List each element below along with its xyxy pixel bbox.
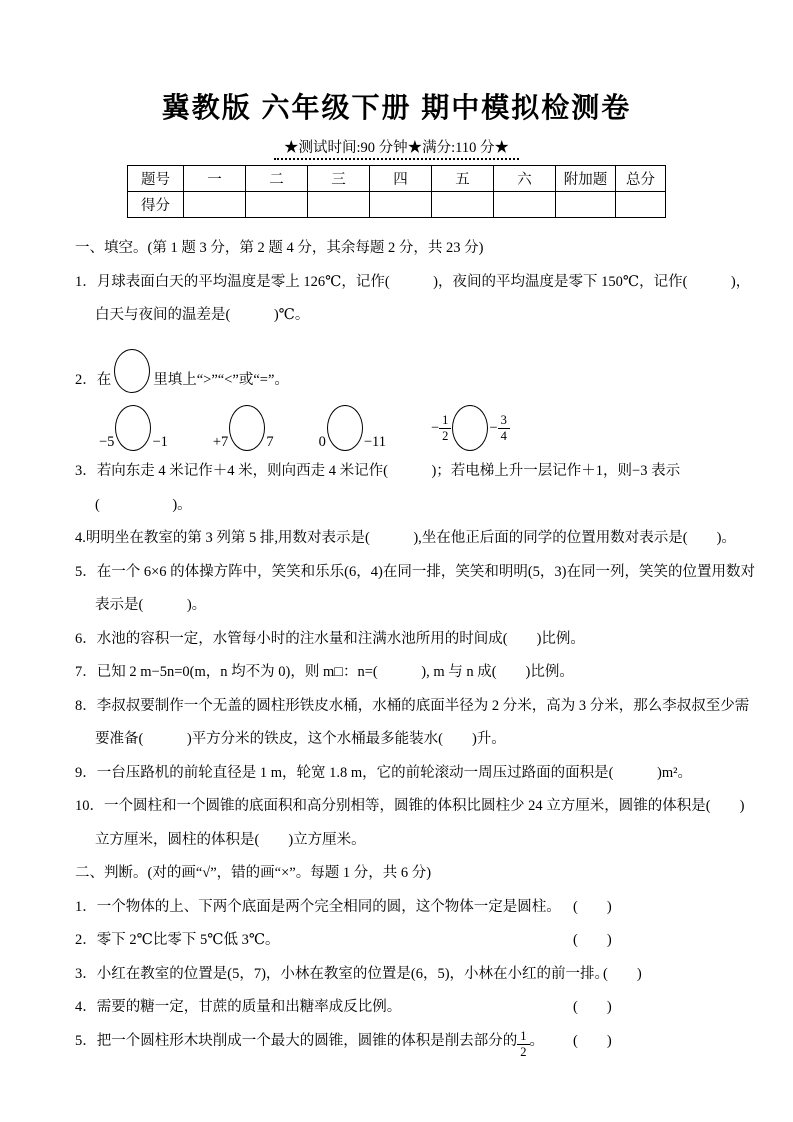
judgement-text: 4．需要的糖一定，甘蔗的质量和出糖率成反比例。	[75, 999, 402, 1015]
score-header-cell: 二	[246, 166, 308, 192]
answer-paren: ( )	[573, 1032, 612, 1049]
section2-heading: 二、判断。(对的画“√”，错的画“×”。每题 1 分，共 6 分)	[75, 865, 432, 881]
score-empty-cell	[184, 192, 246, 218]
question-10-line2: 立方厘米，圆柱的体积是( )立方厘米。	[95, 831, 366, 848]
score-empty-cell	[494, 192, 556, 218]
question-5-line2: 表示是( )。	[95, 597, 207, 613]
judgement-text: 3．小红在教室的位置是(5，7)，小林在教室的位置是(6，5)，小林在小红的前一排。	[75, 965, 610, 982]
score-header-cell: 三	[308, 166, 370, 192]
fraction-numerator: 1	[520, 1029, 527, 1044]
score-header-cell: 一	[184, 166, 246, 192]
judgement-row	[75, 958, 777, 992]
score-table-score-row	[128, 192, 666, 218]
fraction-one-half	[517, 1029, 529, 1059]
score-header-cell: 六	[494, 166, 556, 192]
circle-blank-icon	[114, 349, 150, 393]
fraction-denominator: 2	[439, 428, 451, 443]
judgement-row	[75, 891, 777, 925]
exam-body	[0, 232, 793, 1059]
score-empty-cell	[432, 192, 494, 218]
score-empty-cell	[246, 192, 308, 218]
section1-heading: 一、填空。(第 1 题 3 分，第 2 题 4 分，其余每题 2 分，共 23 分)	[75, 240, 484, 256]
comparison-left-value: 0	[318, 434, 326, 450]
score-empty-cell	[370, 192, 432, 218]
comparison-item	[213, 405, 274, 451]
question-2-comparisons	[75, 399, 777, 451]
exam-info-row	[0, 136, 793, 160]
comparison-item-fractions	[431, 405, 510, 451]
question-2-prefix: 2．在	[75, 371, 112, 388]
circle-blank-icon	[452, 405, 488, 451]
question-2-intro	[75, 333, 777, 398]
comparison-item	[319, 405, 386, 451]
score-header-cell: 题号	[128, 166, 184, 192]
fraction-numerator: 3	[500, 413, 507, 428]
exam-time-score-info: ★测试时间:90 分钟★满分:110 分★	[274, 136, 519, 160]
answer-paren: ( )	[603, 965, 642, 982]
fraction-three-fourths	[498, 413, 510, 443]
score-empty-cell	[556, 192, 616, 218]
question-8-line1: 8．李叔叔要制作一个无盖的圆柱形铁皮水桶，水桶的底面半径为 2 分米，高为 3 分米，那么李叔叔至少需	[75, 697, 750, 714]
comparison-left-value: −5	[99, 434, 115, 450]
circle-blank-icon	[115, 405, 151, 451]
circle-blank-icon	[327, 405, 363, 451]
judgement-text: 1．一个物体的上、下两个底面是两个完全相同的圆，这个物体一定是圆柱。	[75, 898, 561, 915]
question-1-line1: 1．月球表面白天的平均温度是零上 126℃，记作( )，夜间的平均温度是零下 150℃，记作( )，	[75, 273, 751, 290]
score-header-cell: 四	[370, 166, 432, 192]
comparison-right-value: −11	[363, 434, 386, 450]
question-7: 7．已知 2 m−5n=0(m，n 均不为 0)，则 m□：n=( ), m 与 n 成( )比例。	[75, 664, 574, 680]
question-5-line1: 5．在一个 6×6 的体操方阵中，笑笑和乐乐(6，4)在同一排，笑笑和明明(5，3)在同一列，笑笑的位置用数对	[75, 563, 755, 580]
score-header-cell: 五	[432, 166, 494, 192]
score-table-header-row	[128, 166, 666, 192]
question-6: 6．水池的容积一定，水管每小时的注水量和注满水池所用的时间成( )比例。	[75, 630, 585, 647]
score-empty-cell	[308, 192, 370, 218]
question-3-line2: ( )。	[95, 496, 192, 513]
answer-paren: ( )	[573, 999, 612, 1015]
score-header-cell: 附加题	[556, 166, 616, 192]
question-2-suffix: 里填上“>”“<”或“=”。	[153, 371, 289, 388]
fraction-numerator: 1	[442, 413, 449, 428]
judgement-text-prefix: 5．把一个圆柱形木块削成一个最大的圆锥，圆锥的体积是削去部分的	[75, 1032, 518, 1049]
minus-sign: −	[489, 419, 498, 436]
judgement-row	[75, 991, 777, 1025]
question-3-line1: 3．若向东走 4 米记作＋4 米，则向西走 4 米记作( )；若电梯上升一层记作＋1，则−3 表示	[75, 463, 681, 479]
score-row-label: 得分	[128, 192, 184, 218]
comparison-left-value: +7	[212, 434, 229, 450]
score-table	[127, 165, 666, 218]
fraction-denominator: 2	[517, 1044, 529, 1059]
judgement-text: 2．零下 2℃比零下 5℃低 3℃。	[75, 932, 280, 948]
comparison-right-value: 7	[266, 434, 274, 450]
score-empty-cell	[616, 192, 666, 218]
score-header-cell: 总分	[616, 166, 666, 192]
page-title: 冀教版 六年级下册 期中模拟检测卷	[161, 92, 632, 123]
question-10-line1: 10．一个圆柱和一个圆锥的底面积和高分别相等，圆锥的体积比圆柱少 24 立方厘米，圆锥的体积是( )	[75, 798, 745, 814]
comparison-item	[99, 405, 168, 451]
judgement-text-suffix: 。	[529, 1032, 544, 1049]
question-8-line2: 要准备( )平方分米的铁皮，这个水桶最多能装水( )升。	[95, 731, 506, 747]
minus-sign: −	[430, 419, 440, 436]
fraction-denominator: 4	[498, 428, 510, 443]
judgement-row	[75, 1025, 777, 1059]
circle-blank-icon	[229, 405, 265, 451]
question-4: 4.明明坐在教室的第 3 列第 5 排,用数对表示是( ),坐在他正后面的同学的位置用数对表示是( )。	[75, 530, 736, 546]
fraction-one-half	[439, 413, 451, 443]
comparison-right-value: −1	[152, 434, 168, 450]
judgement-row	[75, 924, 777, 958]
question-9: 9．一台压路机的前轮直径是 1 m，轮宽 1.8 m，它的前轮滚动一周压过路面的面积是( )m²。	[75, 764, 692, 781]
answer-paren: ( )	[573, 932, 612, 948]
answer-paren: ( )	[573, 898, 612, 915]
question-1-line2: 白天与夜间的温差是( )℃。	[95, 307, 310, 323]
